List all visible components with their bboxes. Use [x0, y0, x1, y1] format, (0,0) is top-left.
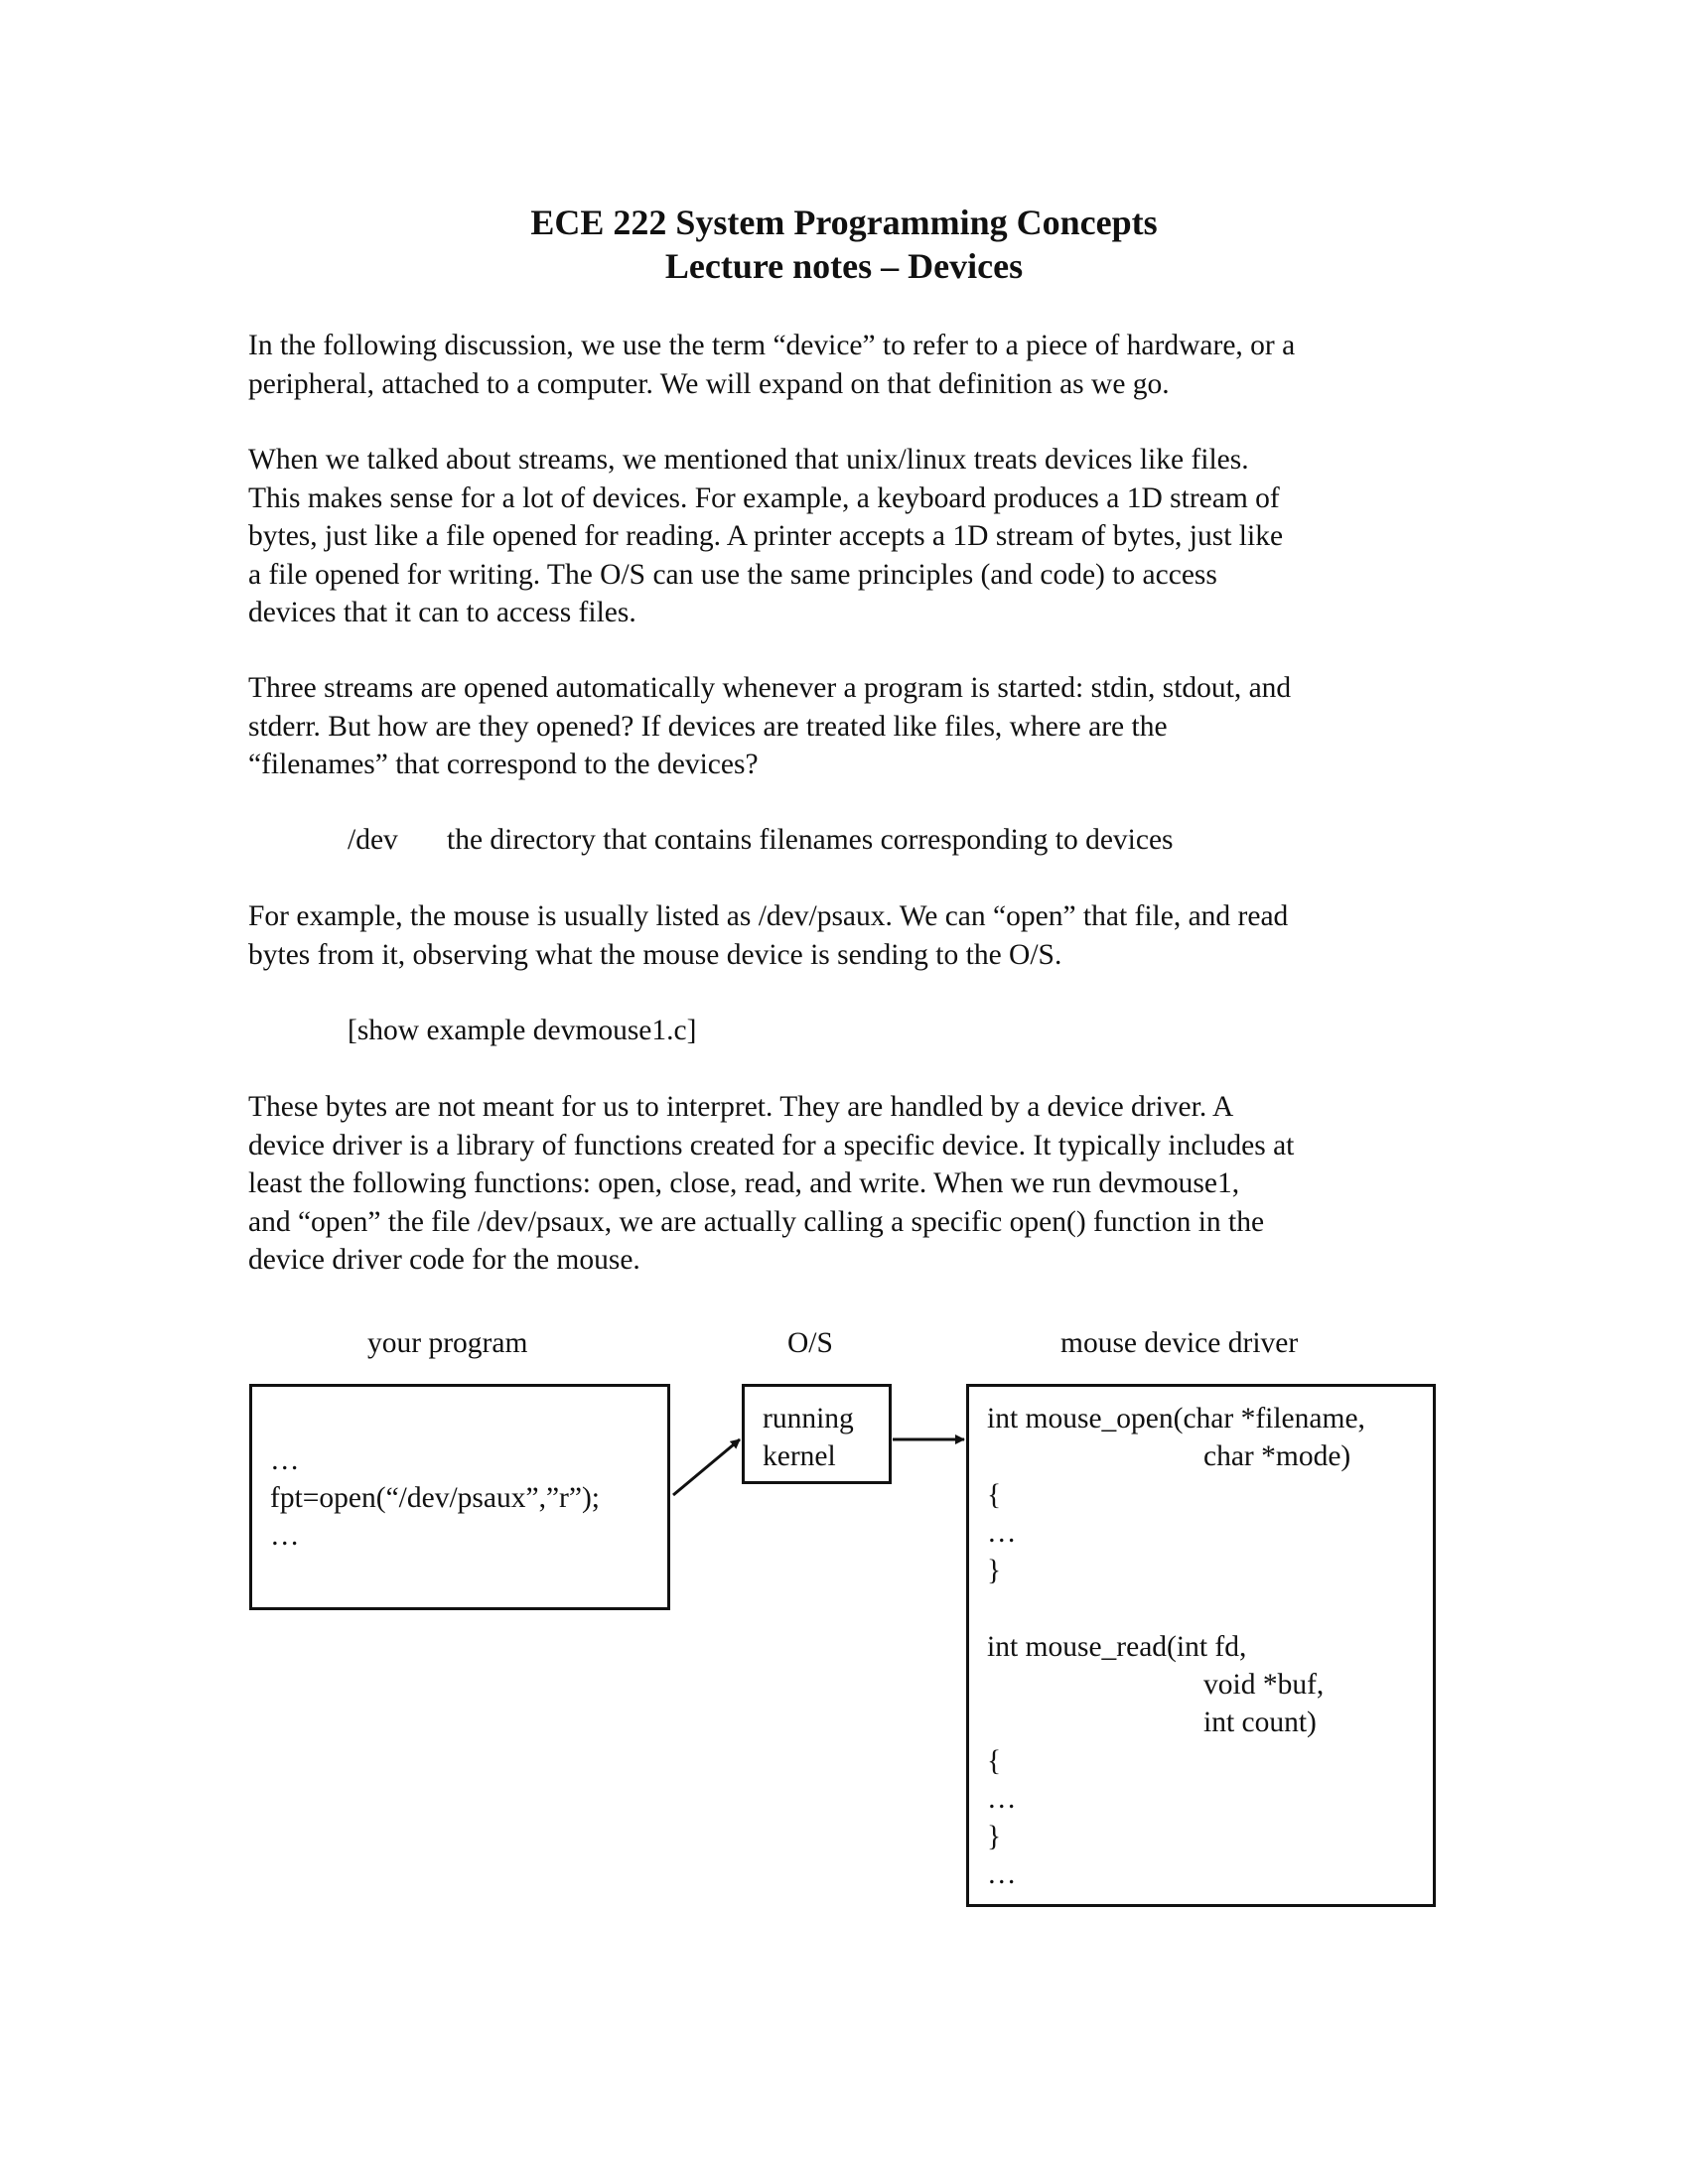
text-line: least the following functions: open, close, read, and write. When we run devmouse1, [248, 1167, 1240, 1199]
driver-open-brace-close: } [987, 1555, 1002, 1586]
diagram-label-your-program: your program [367, 1327, 528, 1359]
text-line: In the following discussion, we use the term “device” to refer to a piece of hardware, or a [248, 330, 1296, 361]
page-subtitle: Lecture notes – Devices [664, 246, 1024, 286]
os-box-line-kernel: kernel [763, 1440, 836, 1472]
text-line: This makes sense for a lot of devices. For example, a keyboard produces a 1D stream of [248, 481, 1280, 514]
text-line: devices that it can to access files. [248, 597, 636, 628]
program-ellipsis-bottom: … [270, 1520, 300, 1552]
driver-read-body: … [987, 1783, 1017, 1815]
driver-read-brace-open: { [987, 1745, 1002, 1777]
text-line: These bytes are not meant for us to interpret. They are handled by a device driver. A [248, 1091, 1234, 1123]
driver-open-brace-open: { [987, 1479, 1002, 1511]
text-line: peripheral, attached to a computer. We will expand on that definition as we go. [248, 367, 1170, 400]
text-line: For example, the mouse is usually listed as /dev/psaux. We can “open” that file, and read [248, 900, 1289, 932]
dev-definition: the directory that contains filenames corresponding to devices [447, 824, 1174, 856]
show-example-note: [show example devmouse1.c] [348, 1015, 697, 1046]
program-open-call: fpt=open(“/dev/psaux”,”r”); [270, 1482, 600, 1514]
text-line: device driver is a library of functions created for a specific device. It typically includes at [248, 1129, 1295, 1161]
text-line: bytes, just like a file opened for reading. A printer accepts a 1D stream of bytes, just like [248, 520, 1284, 552]
text-line: bytes from it, observing what the mouse device is sending to the O/S. [248, 938, 1062, 971]
diagram-label-device-driver: mouse device driver [1060, 1327, 1299, 1359]
page-title: ECE 222 System Programming Concepts [530, 203, 1158, 242]
diagram-label-os: O/S [787, 1327, 833, 1359]
driver-read-signature-buf: void *buf, [1203, 1669, 1325, 1701]
text-line: “filenames” that correspond to the devices? [248, 749, 759, 780]
text-line: a file opened for writing. The O/S can use the same principles (and code) to access [248, 558, 1217, 591]
text-line: device driver code for the mouse. [248, 1244, 640, 1276]
dev-term: /dev [348, 824, 398, 856]
arrow-program-to-os [673, 1439, 740, 1495]
driver-read-signature-count: int count) [1203, 1706, 1317, 1738]
driver-open-body: … [987, 1517, 1017, 1549]
text-line: Three streams are opened automatically whenever a program is started: stdin, stdout, and [248, 672, 1292, 704]
driver-read-brace-close: } [987, 1821, 1002, 1852]
text-line: and “open” the file /dev/psaux, we are actually calling a specific open() function in the [248, 1205, 1265, 1238]
driver-open-signature-cont: char *mode) [1203, 1440, 1351, 1472]
driver-open-signature: int mouse_open(char *filename, [987, 1403, 1365, 1434]
text-line: stderr. But how are they opened? If devices are treated like files, where are the [248, 710, 1168, 743]
driver-trailing-ellipsis: … [987, 1858, 1017, 1890]
text-line: When we talked about streams, we mentioned that unix/linux treats devices like files. [248, 444, 1249, 476]
program-ellipsis-top: … [270, 1444, 300, 1476]
driver-read-signature: int mouse_read(int fd, [987, 1631, 1247, 1663]
os-box-line-running: running [763, 1403, 854, 1434]
